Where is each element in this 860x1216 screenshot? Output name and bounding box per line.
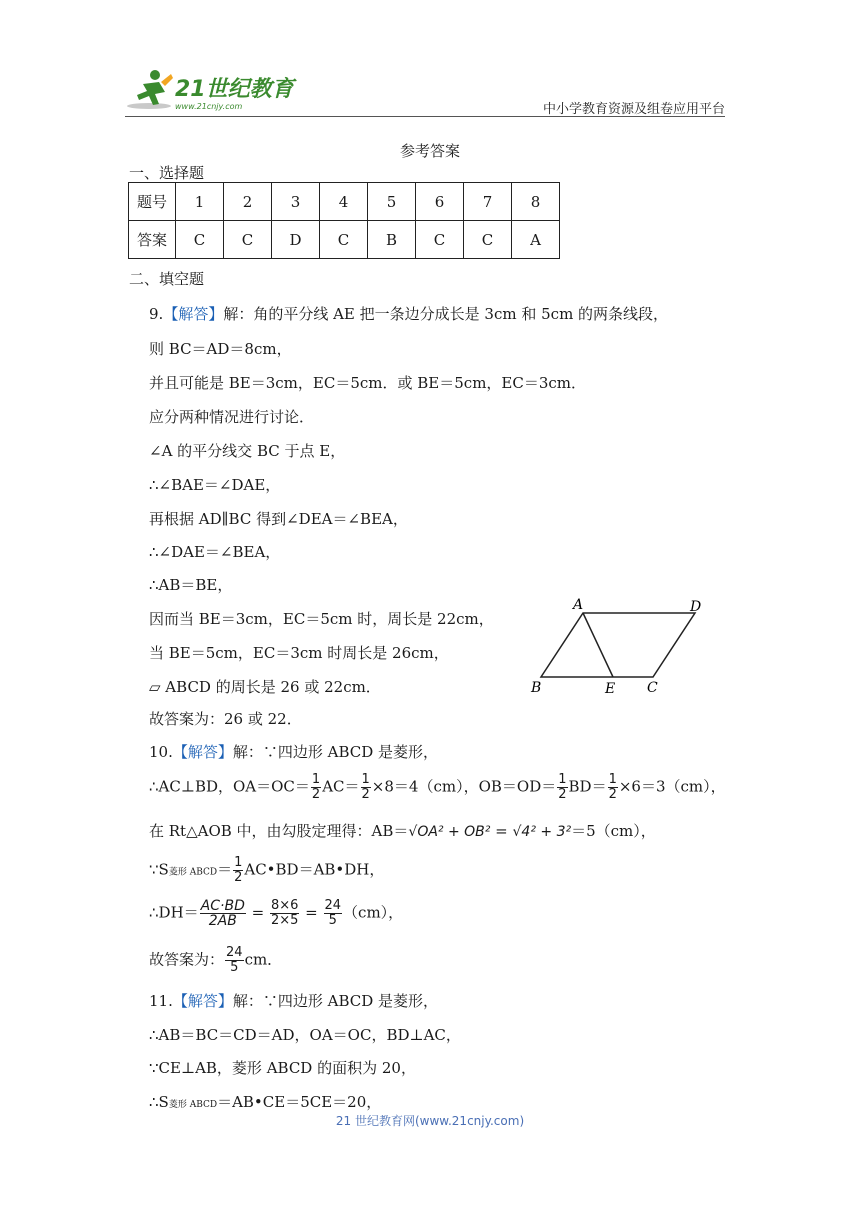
table-header-cell: 答案 bbox=[129, 221, 176, 259]
table-cell: D bbox=[272, 221, 320, 259]
platform-name: 中小学教育资源及组卷应用平台 bbox=[542, 102, 725, 117]
answer-tag: 【解答】 bbox=[172, 743, 233, 761]
q9-line bbox=[149, 303, 668, 324]
fraction: $\frac{24}{5}$ bbox=[226, 945, 243, 975]
q11-line bbox=[149, 990, 438, 1011]
table-cell: 2 bbox=[224, 183, 272, 221]
solution-line: 应分两种情况进行讨论． bbox=[149, 408, 315, 426]
solution-line: 当 BE＝5cm，EC＝3cm 时周长是 26cm， bbox=[149, 644, 449, 662]
section-heading-fill: 二、填空题 bbox=[129, 270, 205, 288]
answer-tag: 【解答】 bbox=[163, 305, 224, 323]
table-cell: B bbox=[368, 221, 416, 259]
fraction: $\frac{8\times 6}{2\times 5}$ bbox=[270, 898, 299, 928]
fraction: $\frac{1}{2}$ bbox=[234, 855, 243, 885]
solution-line: ∴S菱形 ABCD＝AB•CE＝5CE＝20， bbox=[149, 1093, 382, 1111]
q10-line bbox=[149, 741, 438, 762]
fraction: $\frac{24}{5}$ bbox=[324, 898, 342, 928]
solution-line: ∠A 的平分线交 BC 于点 E， bbox=[149, 442, 346, 460]
solution-line: ▱ ABCD 的周长是 26 或 22cm． bbox=[149, 678, 381, 696]
fraction: $\frac{1}{2}$ bbox=[608, 772, 617, 802]
table-row bbox=[129, 183, 560, 221]
table-header-cell: 题号 bbox=[129, 183, 176, 221]
parallelogram-figure bbox=[525, 595, 715, 700]
solution-text: 解：∵四边形 ABCD 是菱形， bbox=[232, 992, 439, 1010]
table-cell: 7 bbox=[464, 183, 512, 221]
solution-line: ∴DH＝ $\frac{AC\cdot BD}{2AB}$ = $\frac{8\times 6}{2\times 5}$ = $\frac{24}{5}$ （cm）， bbox=[149, 898, 404, 929]
label-a: A bbox=[573, 597, 584, 613]
solution-text: 解：∵四边形 ABCD 是菱形， bbox=[232, 743, 439, 761]
table-cell: C bbox=[464, 221, 512, 259]
solution-line: 因而当 BE＝3cm，EC＝5cm 时，周长是 22cm， bbox=[149, 610, 494, 628]
page-footer: 21 世纪教育网(www.21cnjy.com) bbox=[335, 1114, 525, 1128]
solution-line: 故答案为：26 或 22． bbox=[149, 710, 302, 728]
solution-line: ∴AC⊥BD，OA＝OC＝ $\frac{1}{2}$ AC＝ $\frac{1}{2}$ ×8＝4（cm），OB＝OD＝ $\frac{1}{2}$ BD＝ $\frac{1}{2}$ ×6＝3（cm）， bbox=[149, 772, 726, 802]
sqrt-expression: √4² + 3² bbox=[512, 824, 572, 840]
page-header bbox=[125, 62, 725, 118]
table-cell: 4 bbox=[320, 183, 368, 221]
solution-line: ∴∠BAE＝∠DAE， bbox=[149, 476, 281, 494]
solution-line: 再根据 AD∥BC 得到∠DEA＝∠BEA， bbox=[149, 510, 408, 528]
label-c: C bbox=[647, 680, 658, 696]
table-cell: 5 bbox=[368, 183, 416, 221]
solution-text: 解：角的平分线 AE 把一条边分成长是 3cm 和 5cm 的两条线段， bbox=[223, 305, 669, 323]
label-b: B bbox=[531, 680, 542, 696]
svg-text:21世纪教育: 21世纪教育 bbox=[175, 77, 294, 102]
fraction: $\frac{1}{2}$ bbox=[311, 772, 321, 802]
fraction: $\frac{AC\cdot BD}{2AB}$ bbox=[200, 898, 245, 929]
fraction: $\frac{1}{2}$ bbox=[361, 772, 370, 802]
page-title: 参考答案 bbox=[399, 142, 460, 160]
table-cell: 8 bbox=[512, 183, 560, 221]
table-cell: 3 bbox=[272, 183, 320, 221]
solution-line: ∴∠DAE＝∠BEA， bbox=[149, 543, 281, 561]
table-cell: A bbox=[512, 221, 560, 259]
solution-line: ∴AB＝BE， bbox=[149, 576, 233, 594]
table-row bbox=[129, 221, 560, 259]
table-cell: C bbox=[224, 221, 272, 259]
answer-tag: 【解答】 bbox=[172, 992, 233, 1010]
solution-line: 在 Rt△AOB 中，由勾股定理得：AB＝√OA² + OB² = √4² + 3²＝5（cm）， bbox=[149, 822, 656, 840]
table-cell: 1 bbox=[176, 183, 224, 221]
label-d: D bbox=[690, 599, 702, 615]
label-e: E bbox=[605, 681, 616, 697]
table-cell: C bbox=[176, 221, 224, 259]
solution-line: ∴AB＝BC＝CD＝AD，OA＝OC，BD⊥AC， bbox=[149, 1026, 461, 1044]
table-cell: C bbox=[320, 221, 368, 259]
table-cell: 6 bbox=[416, 183, 464, 221]
sqrt-expression: √OA² + OB² bbox=[408, 824, 491, 840]
question-number: 10. bbox=[149, 743, 173, 761]
logo-runner-icon bbox=[125, 66, 325, 114]
solution-line: 并且可能是 BE＝3cm，EC＝5cm．或 BE＝5cm，EC＝3cm． bbox=[149, 374, 587, 392]
header-divider bbox=[125, 116, 725, 117]
answer-table bbox=[128, 182, 560, 259]
section-heading-choice: 一、选择题 bbox=[129, 164, 205, 182]
solution-line: 则 BC＝AD＝8cm， bbox=[149, 340, 292, 358]
table-cell: C bbox=[416, 221, 464, 259]
solution-line: ∵S菱形 ABCD＝ $\frac{1}{2}$ AC•BD＝AB•DH， bbox=[149, 855, 385, 885]
svg-text:www.21cnjy.com: www.21cnjy.com bbox=[175, 102, 243, 111]
question-number: 11. bbox=[149, 992, 173, 1010]
fraction: $\frac{1}{2}$ bbox=[558, 772, 567, 802]
question-number: 9. bbox=[149, 305, 164, 323]
solution-line: 故答案为： $\frac{24}{5}$ cm． bbox=[149, 945, 283, 975]
logo bbox=[125, 66, 325, 114]
solution-line: ∵CE⊥AB，菱形 ABCD 的面积为 20， bbox=[149, 1059, 416, 1077]
